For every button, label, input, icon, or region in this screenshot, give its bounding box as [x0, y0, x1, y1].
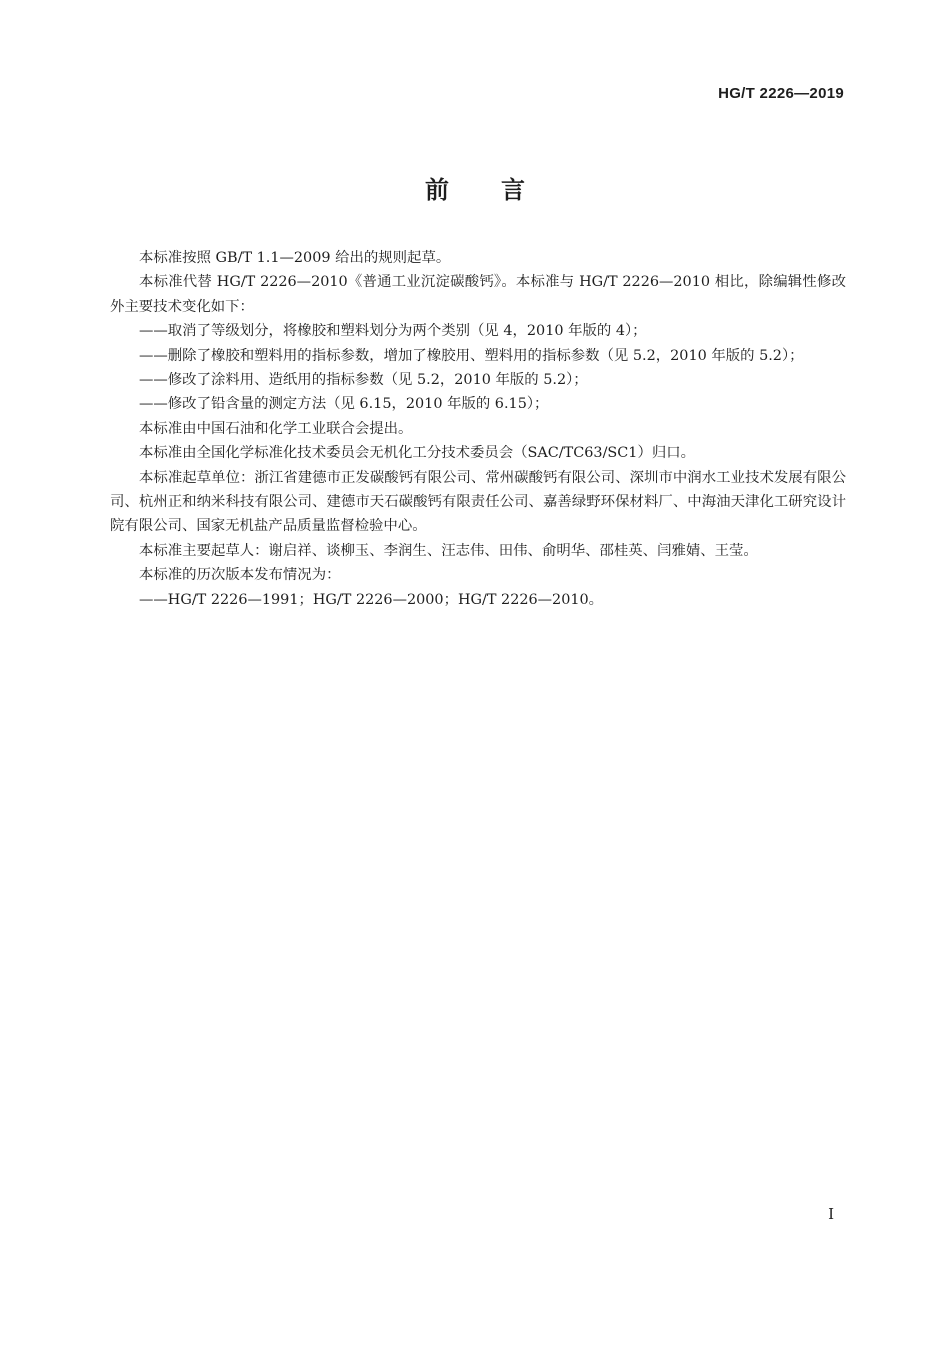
change-item: ——修改了铅含量的测定方法（见 6.15，2010 年版的 6.15）；: [139, 396, 549, 413]
change-item: ——删除了橡胶和塑料用的指标参数，增加了橡胶用、塑料用的指标参数（见 5.2，2010 年版的 5.2）；: [139, 347, 804, 364]
paragraph-drafting-units: 本标准起草单位：浙江省建德市正发碳酸钙有限公司、常州碳酸钙有限公司、深圳市中润水工业技术发展有限公司、杭州正和纳米科技有限公司、建德市天石碳酸钙有限责任公司、嘉善绿野环保材料厂、中海油天津化工研究设计院有限公司、国家无机盐产品质量监督检验中心。: [110, 469, 846, 535]
paragraph-history-intro: 本标准的历次版本发布情况为：: [139, 567, 341, 584]
paragraph-replacement: 本标准代替 HG/T 2226—2010《普通工业沉淀碳酸钙》。本标准与 HG/T 2226—2010 相比，除编辑性修改外主要技术变化如下：: [110, 274, 846, 315]
standard-number: HG/T 2226—2019: [718, 85, 844, 102]
paragraph-drafters: 本标准主要起草人：谢启祥、谈柳玉、李润生、汪志伟、田伟、俞明华、邵桂英、闫雅婧、王莹。: [139, 542, 758, 559]
change-item: ——取消了等级划分，将橡胶和塑料划分为两个类别（见 4，2010 年版的 4）；: [139, 323, 647, 340]
page-title: 前言: [425, 175, 577, 204]
paragraph-drafting-rules: 本标准按照 GB/T 1.1—2009 给出的规则起草。: [139, 250, 451, 266]
page-number: I: [828, 1205, 834, 1223]
change-item: ——修改了涂料用、造纸用的指标参数（见 5.2，2010 年版的 5.2）；: [139, 372, 588, 389]
foreword-body: [110, 246, 846, 612]
paragraph-proposer: 本标准由中国石油和化学工业联合会提出。: [139, 420, 413, 437]
history-item: ——HG/T 2226—1991；HG/T 2226—2000；HG/T 2226—2010。: [139, 591, 604, 608]
paragraph-administrator: 本标准由全国化学标准化技术委员会无机化工分技术委员会（SAC/TC63/SC1）归口。: [139, 445, 696, 462]
